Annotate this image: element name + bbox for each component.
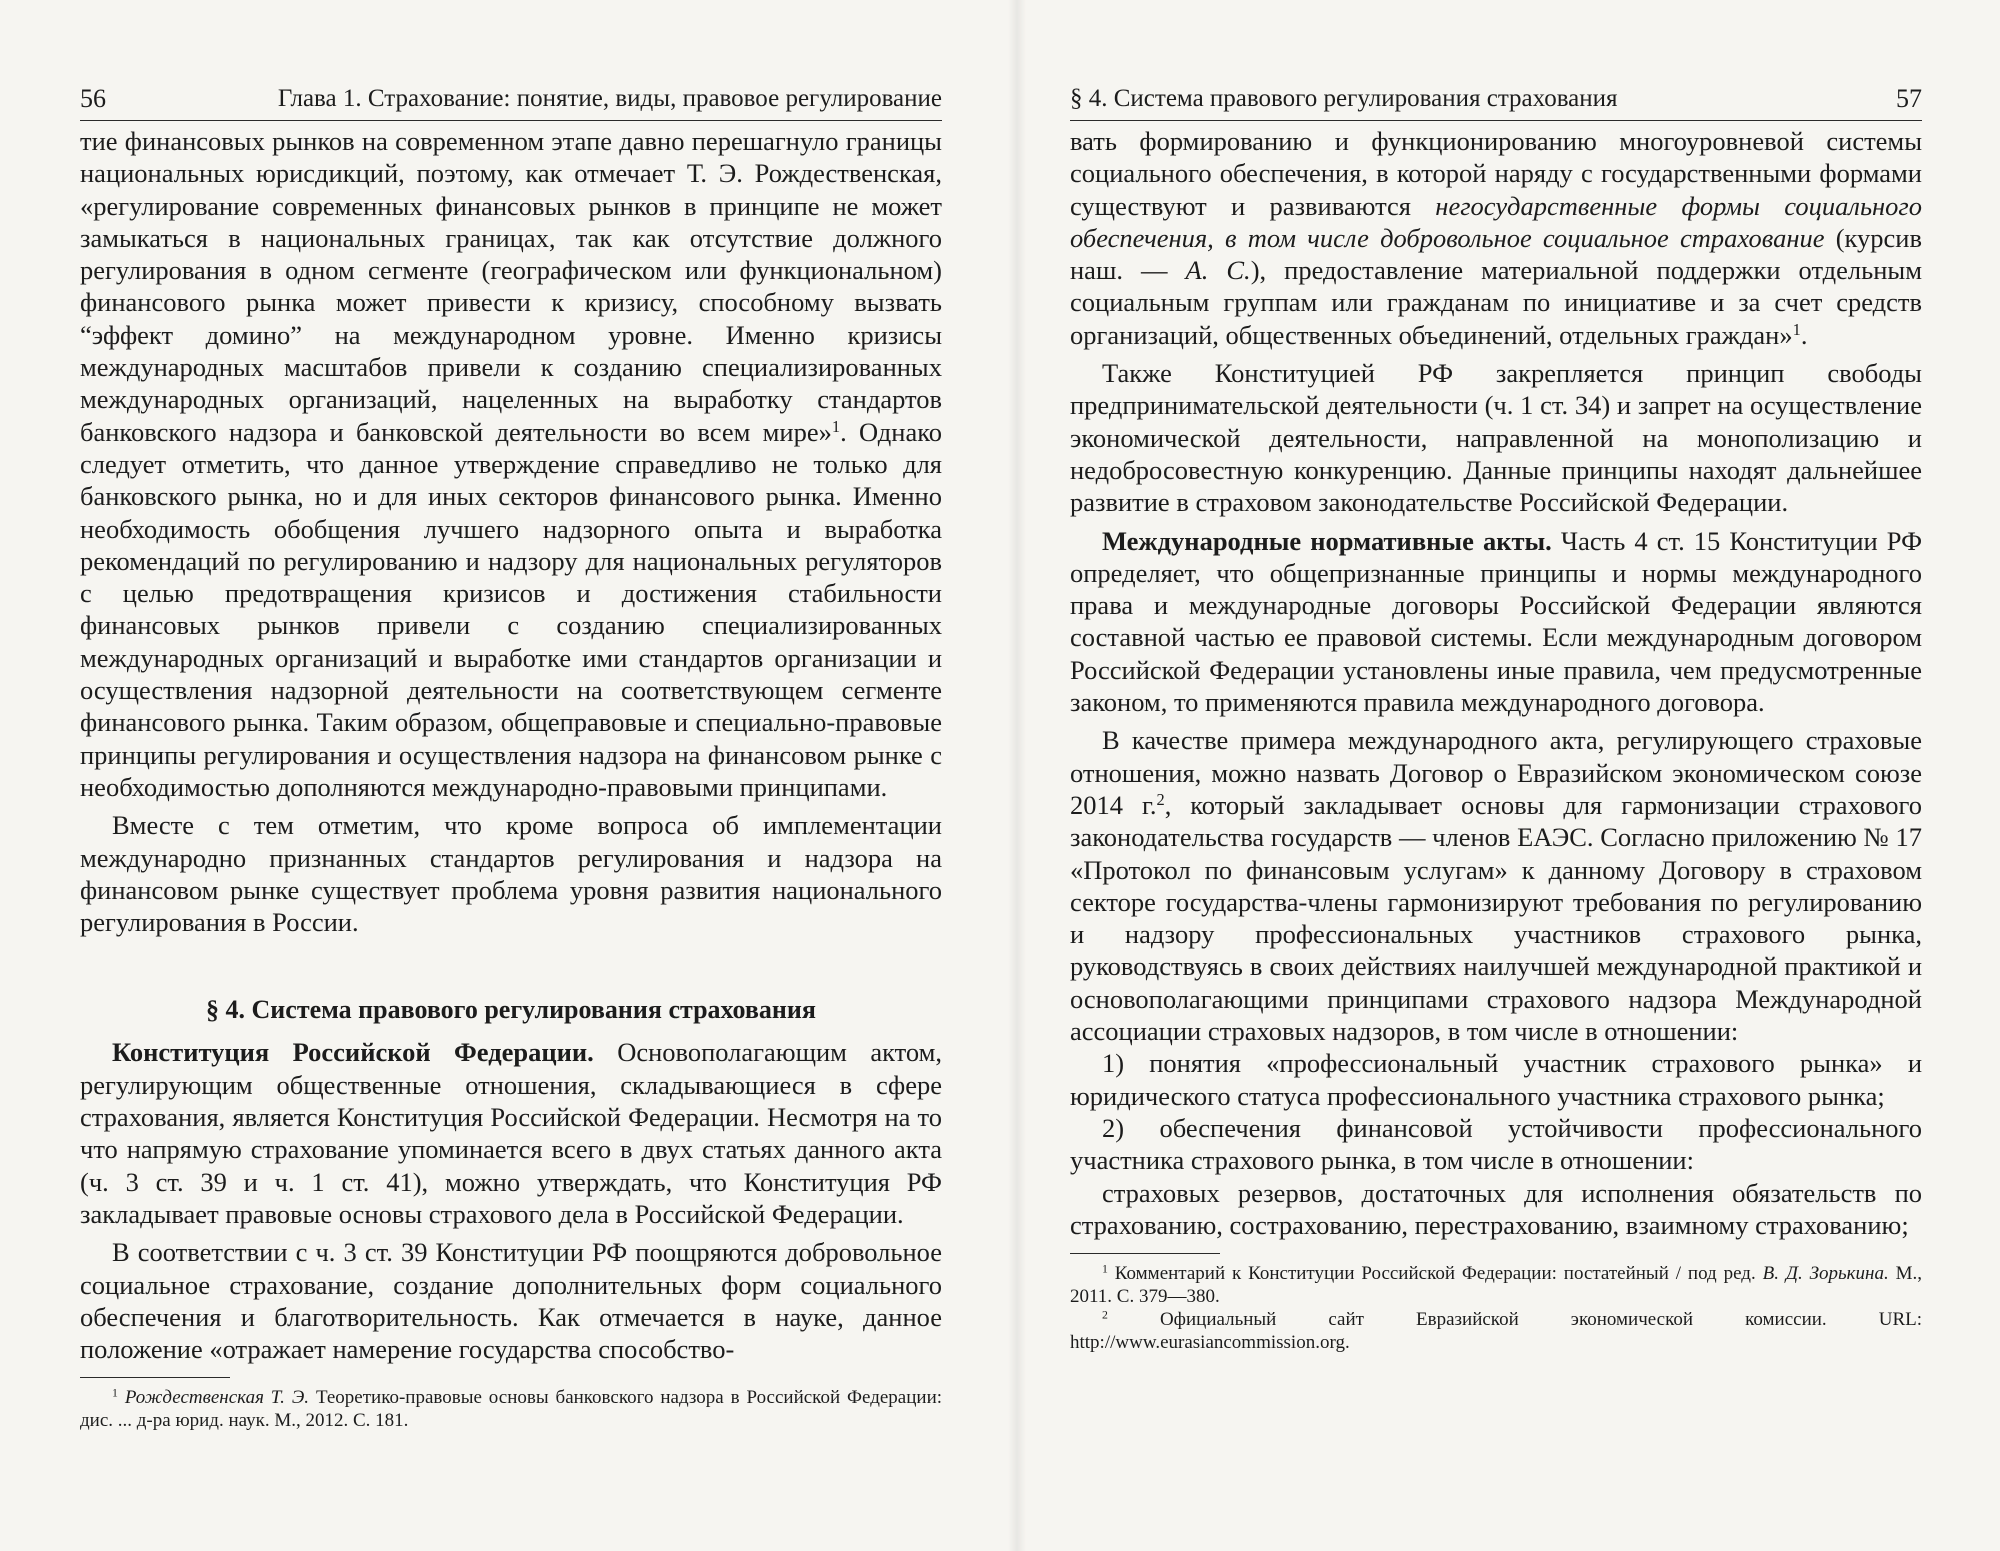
- left-page: [80, 84, 942, 1432]
- right-page: [1070, 84, 1922, 1354]
- section-heading: § 4. Система правового регулирования страхования: [206, 995, 816, 1025]
- right-page-number: 57: [1896, 84, 1922, 113]
- right-footnotes: [1070, 1262, 1922, 1354]
- paragraph: Конституция Российской Федерации. Основополагающим актом, регулирующим общественные отношения, складывающиеся в сфере страхования, является Конституция Российской Федерации. Несмотря на то что напрямую страхование упоминается всего в двух статьях данного акта (ч. 3 ст. 39 и ч. 1 ст. 41), можно утверждать, что Конституция РФ закладывает правовые основы страхового дела в Российской Федерации.: [80, 1037, 942, 1229]
- footnote-ref: 1: [1792, 319, 1801, 339]
- list-item: 1) понятия «профессиональный участник страхового рынка» и юридического статуса профессионального участника страхового рынка;: [1070, 1048, 1922, 1111]
- footnote: $^2$ Официальный сайт Евразийской экономической комиссии. URL: http://www.eurasiancommission.org.: [1070, 1308, 1922, 1354]
- list-item: страховых резервов, достаточных для исполнения обязательств по страхованию, сострахованию, перестрахованию, взаимному страхованию;: [1070, 1177, 1922, 1240]
- right-running-head: [1070, 84, 1922, 121]
- footnote: $^1$ Рождественская Т. Э. Теоретико-правовые основы банковского надзора в Российской Федерации: дис. ... д-ра юрид. наук. М., 2012. С. 181.: [80, 1386, 943, 1432]
- paragraph: тие финансовых рынков на современном этапе давно перешагнуло границы национальных юрисдикций, поэтому, как отмечает Т. Э. Рождественская, «регулирование современных финансовых рынков в принципе не может замыкаться в национальных границах, так как отсутствие должного регулирования в одном сегменте (географическом или функциональном) финансового рынка может привести к кризису, способному вызвать “эффект домино” на международном уровне. Именно кризисы международных масштабов привели к созданию специализированных международных организаций, нацеленных на выработку стандартов банковского надзора и банковской деятельности во всем мире»$^1$. Однако следует отметить, что данное утверждение справедливо не только для банковского рынка, но и для иных секторов финансового рынка. Именно необходимость обобщения лучшего надзорного опыта и выработка рекомендаций по регулированию и надзору для национальных регуляторов с целью предотвращения кризисов и достижения стабильности финансовых рынков привели с созданию специализированных международных организаций и выработке ими стандартов организации и осуществления надзорной деятельности на соответствующем сегменте финансового рынка. Таким образом, общеправовые и специально-правовые принципы регулирования и осуществления надзора на финансовом рынке с необходимостью дополняются международно-правовыми принципами.: [80, 126, 943, 802]
- paragraph: В соответствии с ч. 3 ст. 39 Конституции РФ поощряются добровольное социальное страхование, создание дополнительных форм социального обеспечения и благотворительность. Как отмечается в науке, данное положение «отражает намерение государства способство-: [80, 1237, 942, 1365]
- paragraph: В качестве примера международного акта, регулирующего страховые отношения, можно назвать Договор о Евразийском экономическом союзе 2014 г.$^2$, который закладывает основы для гармонизации страхового законодательства государств — членов ЕАЭС. Согласно приложению № 17 «Протокол по финансовым услугам» к данному Договору в страховом секторе государства-члены гармонизируют требования по регулированию и надзору профессиональных участников страхового рынка, руководствуясь в своих действиях наилучшей международной практикой и основополагающими принципами страхового надзора Международной ассоциации страховых надзоров, в том числе в отношении:: [1070, 725, 1922, 1047]
- paragraph: вать формированию и функционированию многоуровневой системы социального обеспечения, в которой наряду с государственными формами существуют и развиваются негосударственные формы социального обеспечения, в том числе добровольное социальное страхование (курсив наш. — А. С.), предоставление материальной поддержки отдельным социальным группам или гражданам по инициативе и за счет средств организаций, общественных объединений, отдельных граждан»$^1$.: [1070, 126, 1922, 350]
- footnote-divider: [1070, 1253, 1220, 1254]
- right-section-title: § 4. Система правового регулирования страхования: [1070, 85, 1618, 112]
- footnote-ref: 1: [831, 416, 841, 436]
- list-item: 2) обеспечения финансовой устойчивости профессионального участника страхового рынка, в том числе в отношении:: [1070, 1112, 1922, 1176]
- left-chapter-title: Глава 1. Страхование: понятие, виды, правовое регулирование: [277, 85, 942, 112]
- footnote-ref: 2: [1156, 789, 1165, 809]
- paragraph: Международные нормативные акты. Часть 4 ст. 15 Конституции РФ определяет, что общепризнанные принципы и нормы международного права и международные договоры Российской Федерации являются составной частью ее правовой системы. Если международным договором Российской Федерации установлены иные правила, чем предусмотренные законом, то применяются правила международного договора.: [1070, 525, 1923, 718]
- left-body-text: [80, 125, 942, 1365]
- run-in-heading: Конституция Российской Федерации.: [112, 1037, 594, 1068]
- run-in-heading: Международные нормативные акты.: [1102, 525, 1552, 556]
- right-body-text: [1070, 125, 1922, 1241]
- paragraph: Вместе с тем отметим, что кроме вопроса об имплементации международно признанных стандартов регулирования и надзора на финансовом рынке существует проблема уровня развития национального регулирования в России.: [80, 810, 942, 938]
- footnote: $^1$ Комментарий к Конституции Российской Федерации: постатейный / под ред. В. Д. Зорькина. М., 2011. С. 379—380.: [1070, 1262, 1923, 1308]
- left-page-number: 56: [80, 84, 106, 113]
- footnote-divider: [80, 1377, 230, 1378]
- left-footnotes: [80, 1386, 942, 1432]
- left-running-head: [80, 84, 942, 121]
- book-gutter: [1008, 0, 1026, 1551]
- paragraph: Также Конституцией РФ закрепляется принцип свободы предпринимательской деятельности (ч. 1 ст. 34) и запрет на осуществление экономической деятельности, направленной на монополизацию и недобросовестную конкуренцию. Данные принципы находят дальнейшее развитие в страховом законодательстве Российской Федерации.: [1070, 358, 1922, 518]
